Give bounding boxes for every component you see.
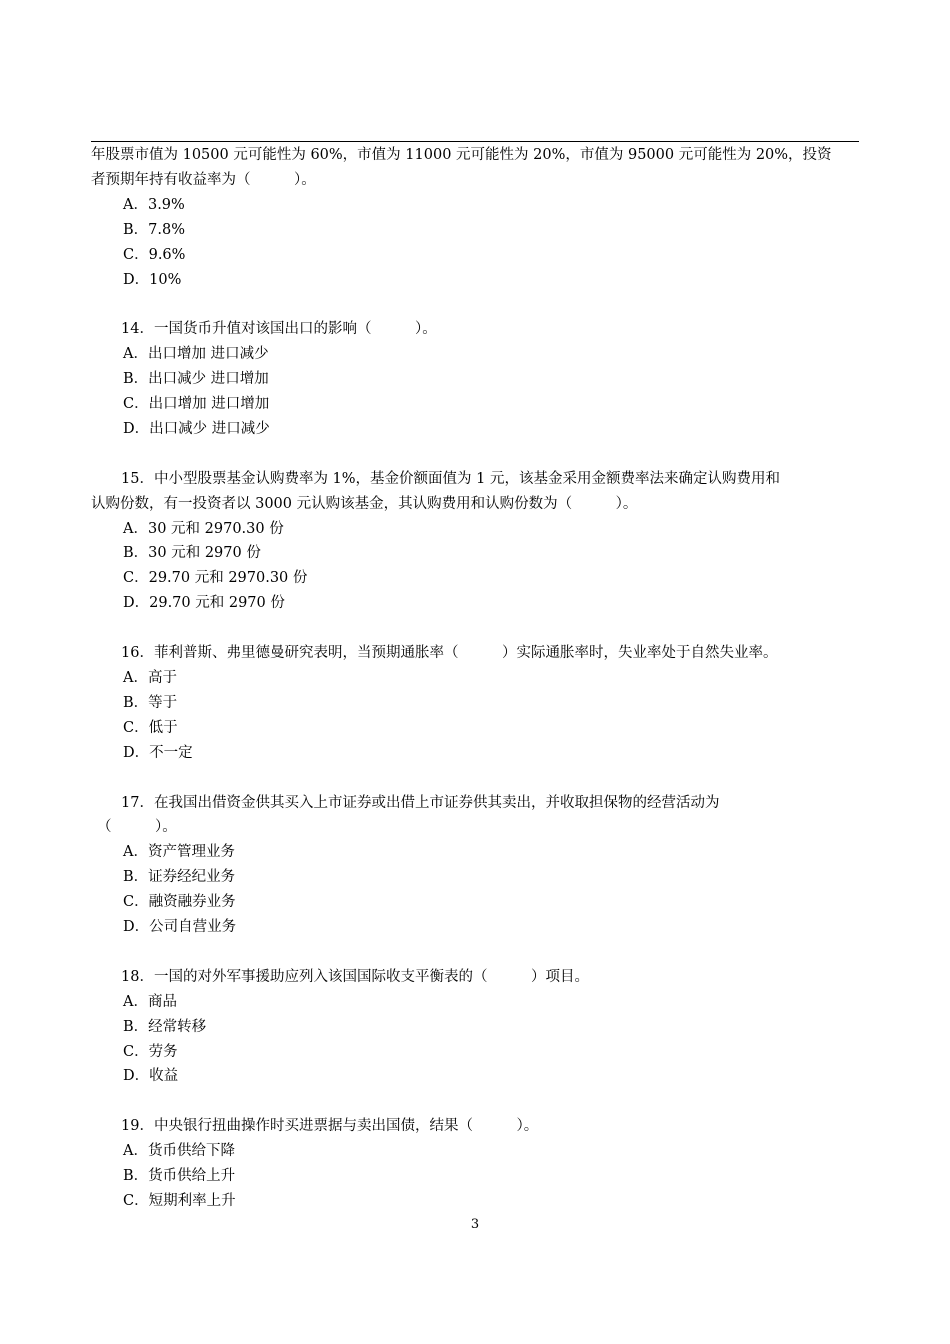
option-c: C．出口增加 进口增加 [123,396,270,413]
question-15 [91,467,861,616]
option-d: D．10% [123,271,182,288]
option-b: B．7.8% [123,221,185,238]
option-d: D．29.70 元和 2970 份 [123,595,285,612]
question-17 [91,791,861,940]
option-c: C．低于 [123,719,178,736]
question-text-line: 16．菲利普斯、弗里德曼研究表明，当预期通胀率（ ）实际通胀率时，失业率处于自然失业率。 [121,645,778,662]
option-b: B．出口减少 进口增加 [123,371,269,388]
option-a: A．资产管理业务 [123,844,235,861]
option-c: C．劳务 [123,1043,178,1060]
option-b: B．证券经纪业务 [123,869,236,886]
question-text-line: 17．在我国出借资金供其买入上市证券或出借上市证券供其卖出，并收取担保物的经营活动为 [121,794,720,811]
option-a: A．30 元和 2970.30 份 [123,520,284,537]
question-19 [91,1114,861,1214]
option-a: A．出口增加 进口减少 [123,346,269,363]
option-c: C．融资融券业务 [123,894,236,911]
question-text-line: 认购份数，有一投资者以 3000 元认购该基金，其认购费用和认购份数为（ ）。 [91,495,638,512]
page-number: 3 [470,1217,480,1232]
option-b: B．等于 [123,694,178,711]
question-text-line: 15．中小型股票基金认购费率为 1%，基金价额面值为 1 元，该基金采用金额费率法来确定认购费用和 [121,470,781,487]
option-a: A．货币供给下降 [123,1143,235,1160]
question-text-line: 年股票市值为 10500 元可能性为 60%，市值为 11000 元可能性为 20%，市值为 95000 元可能性为 20%，投资 [91,147,832,163]
option-d: D．公司自营业务 [123,919,237,936]
option-b: B．经常转移 [123,1018,207,1035]
question-text-line: （ ）。 [97,819,177,836]
option-c: C．9.6% [123,246,186,263]
option-c: C．29.70 元和 2970.30 份 [123,570,308,587]
header-rule [91,141,859,142]
option-d: D．收益 [123,1068,179,1085]
option-b: B．30 元和 2970 份 [123,545,261,562]
question-text-line: 14．一国货币升值对该国出口的影响（ ）。 [121,321,437,338]
question-13-continuation [91,143,861,292]
question-text-line: 19．中央银行扭曲操作时买进票据与卖出国债，结果（ ）。 [121,1118,539,1135]
option-a: A．高于 [123,669,177,686]
question-18 [91,965,861,1090]
question-text-line: 18．一国的对外军事援助应列入该国国际收支平衡表的（ ）项目。 [121,968,589,985]
option-c: C．短期利率上升 [123,1192,236,1209]
question-16 [91,641,861,766]
option-b: B．货币供给上升 [123,1168,236,1185]
question-14 [91,317,861,442]
option-a: A．商品 [123,993,177,1010]
option-d: D．出口减少 进口减少 [123,420,270,437]
question-text-line: 者预期年持有收益率为（ ）。 [91,171,316,188]
option-d: D．不一定 [123,744,193,761]
option-a: A．3.9% [123,196,185,213]
document-body [91,143,861,1214]
